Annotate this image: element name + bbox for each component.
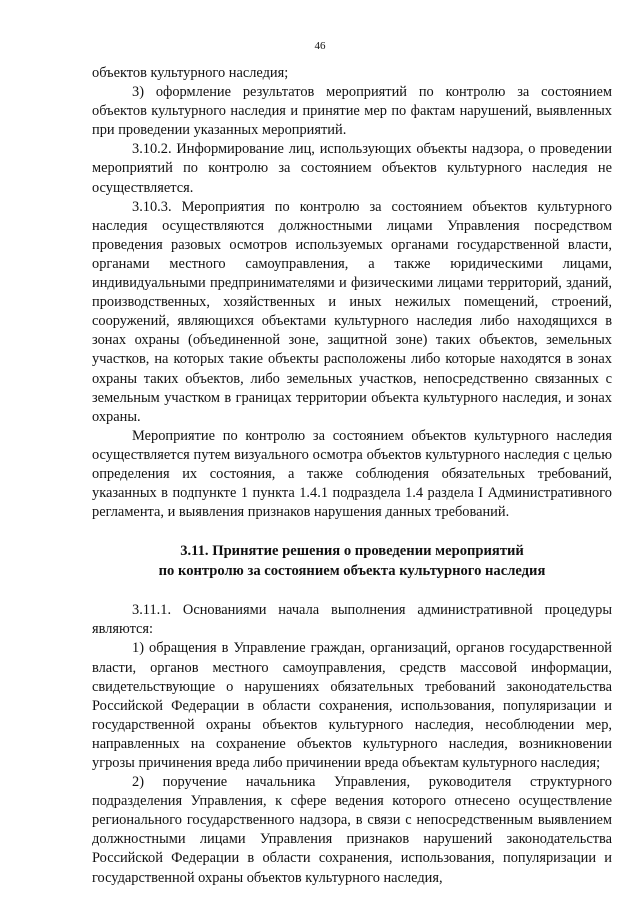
paragraph-item-1-appeals: 1) обращения в Управление граждан, организаций, органов государственной власти, органов местного самоуправления, средств массовой информации, свидетельствующие о нарушениях обязательных требований законодательства Российской Федерации в области сохранения, использования, популяризации и государственной охраны объектов культурного наследия, несоблюдении мер, направленных на сохранение объектов культурного наследия, возникновении угрозы причинения вреда либо причинении вреда объектам культурного наследия; (92, 640, 612, 771)
section-heading-3-11 (92, 542, 612, 581)
paragraph-item-2-order: 2) поручение начальника Управления, руководителя структурного подразделения Управления, к сфере ведения которого отнесено осуществление регионального государственного надзора, в связи с непосредственным выявлением должностными лицами Управления признаков нарушений законодательства Российской Федерации в области сохранения, использования, популяризации и государственной охраны объектов культурного наследия, (92, 774, 612, 886)
section-heading-line-1: 3.11. Принятие решения о проведении мероприятий (180, 543, 524, 560)
section-heading-line-2: по контролю за состоянием объекта культурного наследия (158, 562, 546, 579)
paragraph-3-10-3: 3.10.3. Мероприятия по контролю за состоянием объектов культурного наследия осуществляются должностными лицами Управления посредством проведения разовых осмотров используемых органами государственной власти, органами местного самоуправления, а также юридическими лицами, индивидуальными предпринимателями и физическими лицами территорий, зданий, производственных, хозяйственных и иных нежилых помещений, строений, сооружений, являющихся объектами культурного наследия либо находящихся в зонах охраны (объединенной зоне, защитной зоне) таких объектов, земельных участков, на которых такие объекты расположены либо которые находятся в зонах охраны таких объектов, либо земельных участков, непосредственно связанных с земельным участком в границах территории объекта культурного наследия, и зонах охраны. (92, 198, 612, 425)
paragraph-3-10-2: 3.10.2. Информирование лиц, использующих объекты надзора, о проведении мероприятий по контролю за состоянием объектов культурного наследия не осуществляется. (92, 141, 612, 196)
document-body (92, 64, 612, 888)
paragraph-3-11-1: 3.11.1. Основаниями начала выполнения административной процедуры являются: (92, 602, 612, 638)
paragraph-continuation: объектов культурного наследия; (92, 65, 289, 81)
page-number: 46 (314, 40, 326, 52)
paragraph-inspection-method: Мероприятие по контролю за состоянием объектов культурного наследия осуществляется путем визуального осмотра объектов культурного наследия с целью определения их состояния, а также соблюдения обязательных требований, указанных в подпункте 1 пункта 1.4.1 подраздела 1.4 раздела I Административного регламента, и выявления признаков нарушения данных требований. (92, 427, 612, 521)
paragraph-item-3: 3) оформление результатов мероприятий по контролю за состоянием объектов культурного наследия и принятие мер по фактам нарушений, выявленных при проведении указанных мероприятий. (92, 84, 612, 139)
